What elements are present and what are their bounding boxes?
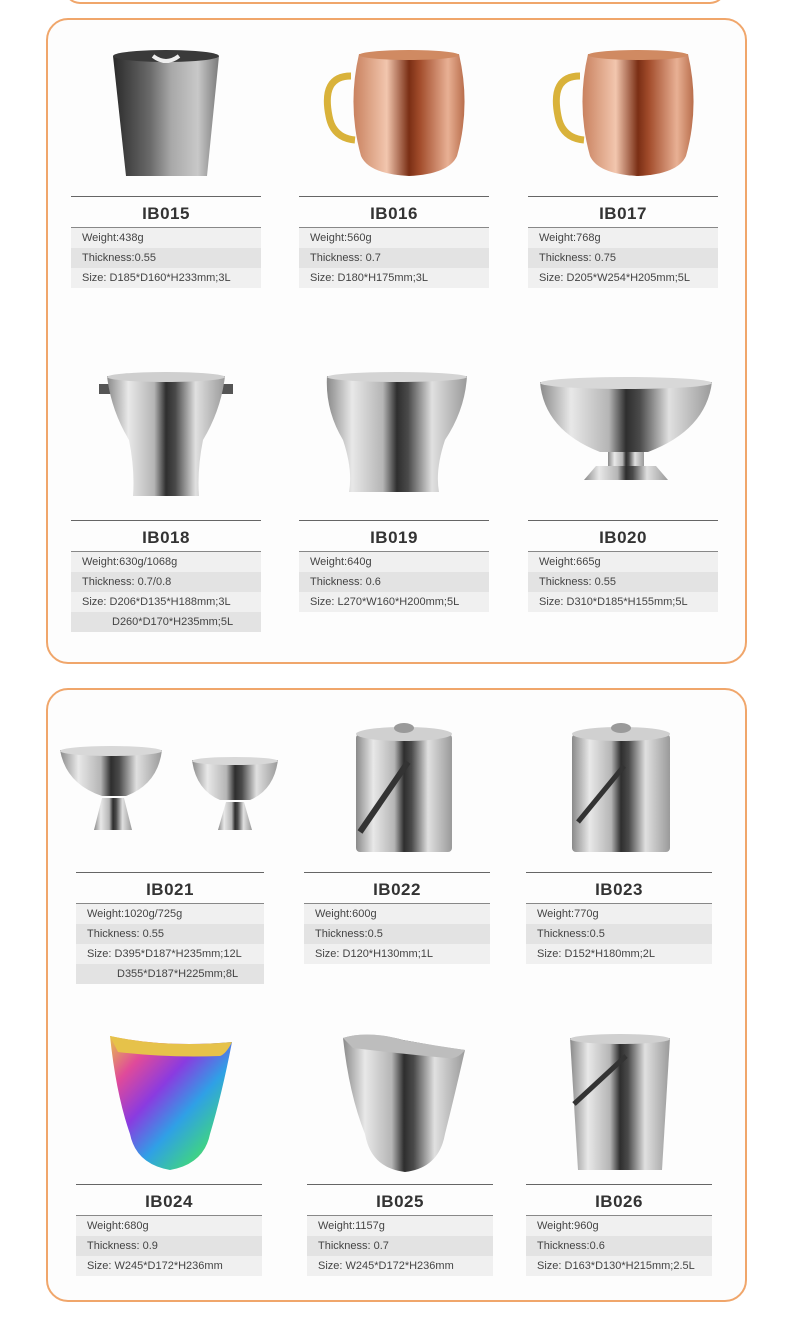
spec-table <box>299 227 489 288</box>
spec-size-alt: D260*D170*H235mm;5L <box>71 612 261 632</box>
product-image <box>526 722 716 872</box>
spec-size: Size: D205*W254*H205mm;5L <box>528 268 718 288</box>
product-code: IB016 <box>299 196 489 227</box>
product-image <box>76 722 266 872</box>
product-card-ib022 <box>304 722 490 964</box>
spec-weight: Weight:560g <box>299 228 489 248</box>
spec-thickness: Thickness: 0.55 <box>76 924 264 944</box>
spec-table <box>76 1215 262 1276</box>
spec-thickness: Thickness: 0.75 <box>528 248 718 268</box>
product-code: IB022 <box>304 872 490 903</box>
product-code: IB021 <box>76 872 264 903</box>
product-card-ib026 <box>526 1034 712 1276</box>
spec-weight: Weight:1020g/725g <box>76 904 264 924</box>
spec-table <box>307 1215 493 1276</box>
spec-size: Size: W245*D172*H236mm <box>307 1256 493 1276</box>
spec-size: Size: L270*W160*H200mm;5L <box>299 592 489 612</box>
product-card-ib023 <box>526 722 712 964</box>
product-image <box>71 370 261 520</box>
spec-table <box>526 903 712 964</box>
product-card-ib024 <box>76 1034 262 1276</box>
spec-size: Size: D120*H130mm;1L <box>304 944 490 964</box>
spec-weight: Weight:680g <box>76 1216 262 1236</box>
spec-size: Size: D206*D135*H188mm;3L <box>71 592 261 612</box>
product-card-ib021 <box>76 722 264 984</box>
product-code: IB017 <box>528 196 718 227</box>
spec-thickness: Thickness: 0.7/0.8 <box>71 572 261 592</box>
spec-weight: Weight:630g/1068g <box>71 552 261 572</box>
spec-thickness: Thickness:0.5 <box>304 924 490 944</box>
spec-thickness: Thickness: 0.6 <box>299 572 489 592</box>
previous-panel-edge <box>64 0 726 4</box>
product-image <box>71 46 261 196</box>
product-code: IB025 <box>307 1184 493 1215</box>
product-image <box>528 46 718 196</box>
spec-size: Size: W245*D172*H236mm <box>76 1256 262 1276</box>
product-card-ib025 <box>307 1034 493 1276</box>
product-card-ib018 <box>71 370 261 632</box>
product-code: IB024 <box>76 1184 262 1215</box>
spec-thickness: Thickness: 0.7 <box>299 248 489 268</box>
spec-weight: Weight:768g <box>528 228 718 248</box>
spec-table <box>76 903 264 984</box>
spec-thickness: Thickness:0.5 <box>526 924 712 944</box>
spec-thickness: Thickness: 0.55 <box>528 572 718 592</box>
spec-weight: Weight:960g <box>526 1216 712 1236</box>
spec-size: Size: D395*D187*H235mm;12L <box>76 944 264 964</box>
spec-thickness: Thickness:0.6 <box>526 1236 712 1256</box>
spec-thickness: Thickness: 0.7 <box>307 1236 493 1256</box>
spec-size: Size: D152*H180mm;2L <box>526 944 712 964</box>
spec-thickness: Thickness:0.55 <box>71 248 261 268</box>
spec-size: Size: D180*H175mm;3L <box>299 268 489 288</box>
spec-size: Size: D310*D185*H155mm;5L <box>528 592 718 612</box>
spec-table <box>528 227 718 288</box>
spec-weight: Weight:770g <box>526 904 712 924</box>
product-card-ib017 <box>528 46 718 288</box>
spec-size: Size: D163*D130*H215mm;2.5L <box>526 1256 712 1276</box>
product-card-ib016 <box>299 46 489 288</box>
product-code: IB026 <box>526 1184 712 1215</box>
product-image <box>526 1034 716 1184</box>
product-image <box>299 46 489 196</box>
product-card-ib020 <box>528 370 718 612</box>
spec-table <box>71 551 261 632</box>
product-image <box>528 370 718 520</box>
spec-size-alt: D355*D187*H225mm;8L <box>76 964 264 984</box>
product-image <box>307 1034 497 1184</box>
spec-weight: Weight:600g <box>304 904 490 924</box>
spec-size: Size: D185*D160*H233mm;3L <box>71 268 261 288</box>
product-code: IB020 <box>528 520 718 551</box>
product-image <box>304 722 494 872</box>
spec-weight: Weight:665g <box>528 552 718 572</box>
spec-table <box>526 1215 712 1276</box>
spec-table <box>528 551 718 612</box>
product-code: IB023 <box>526 872 712 903</box>
spec-table <box>71 227 261 288</box>
product-card-ib015 <box>71 46 261 288</box>
product-code: IB018 <box>71 520 261 551</box>
product-image <box>76 1034 266 1184</box>
product-image <box>299 370 489 520</box>
product-code: IB015 <box>71 196 261 227</box>
spec-thickness: Thickness: 0.9 <box>76 1236 262 1256</box>
spec-weight: Weight:1157g <box>307 1216 493 1236</box>
spec-weight: Weight:438g <box>71 228 261 248</box>
spec-table <box>304 903 490 964</box>
spec-weight: Weight:640g <box>299 552 489 572</box>
product-card-ib019 <box>299 370 489 612</box>
spec-table <box>299 551 489 612</box>
product-code: IB019 <box>299 520 489 551</box>
